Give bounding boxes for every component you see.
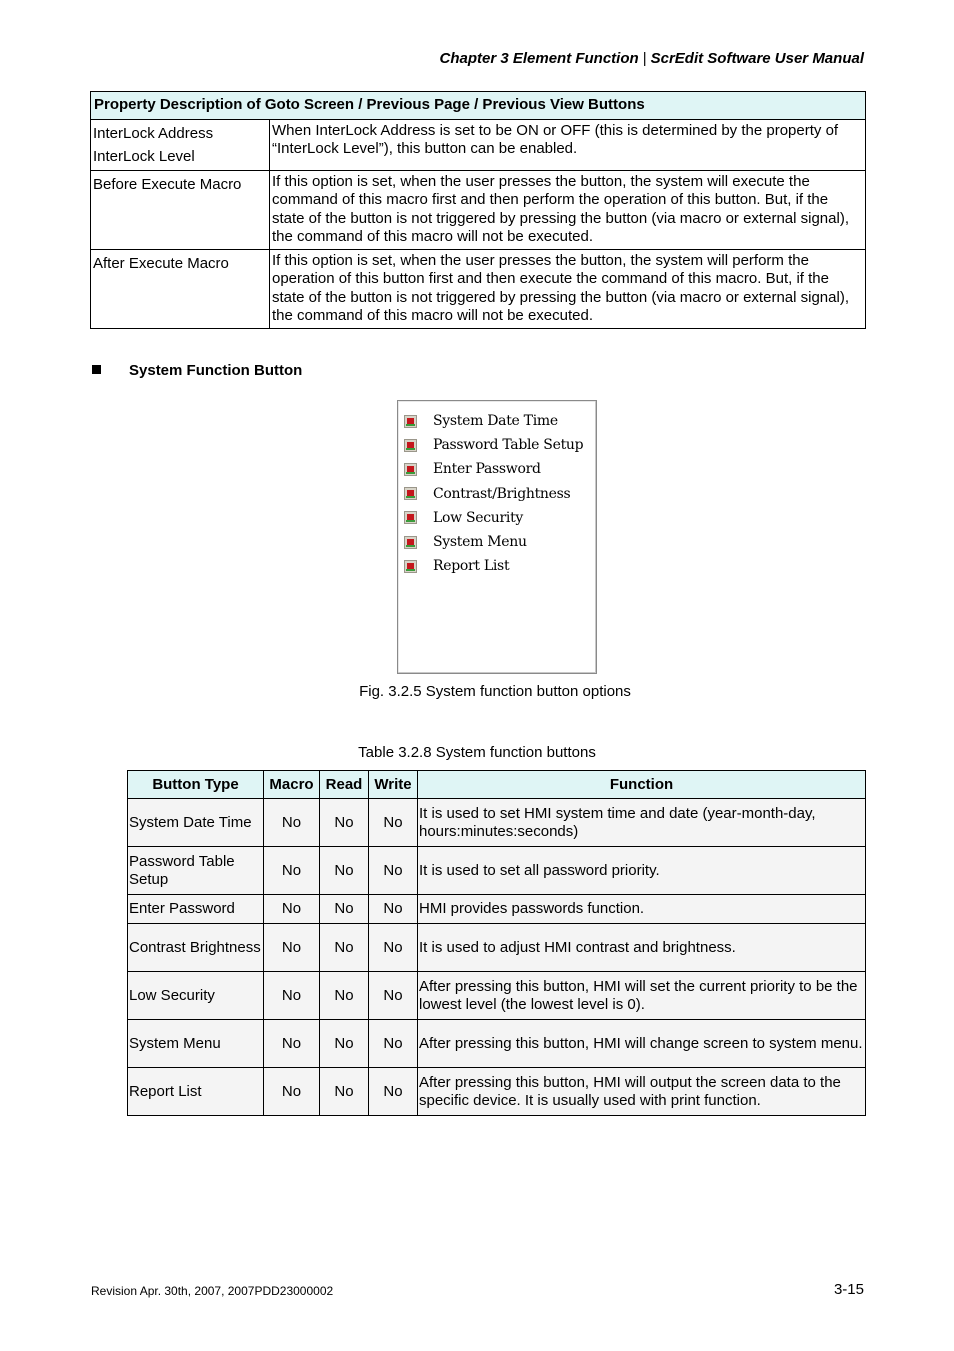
read-cell: No	[320, 895, 369, 924]
menu-item[interactable]	[404, 506, 596, 530]
macro-cell: No	[264, 972, 320, 1020]
button-type-cell: Contrast Brightness	[128, 924, 264, 972]
menu-item-label: Report List	[433, 558, 510, 575]
column-header: Read	[320, 771, 369, 799]
menu-item-label: System Date Time	[433, 413, 558, 430]
menu-item[interactable]	[404, 530, 596, 554]
system-function-menu	[397, 400, 597, 674]
section-heading	[92, 362, 302, 379]
table-row	[128, 799, 866, 847]
column-header: Function	[418, 771, 866, 799]
macro-cell: No	[264, 895, 320, 924]
read-cell: No	[320, 799, 369, 847]
read-cell: No	[320, 972, 369, 1020]
menu-item[interactable]	[404, 409, 596, 433]
table-row	[91, 170, 866, 249]
read-cell: No	[320, 1020, 369, 1068]
property-description: If this option is set, when the user presses the button, the system will perform the operation of this button first and then execute the command of this macro. But, if the state of the button is not triggered by pressing the button (via macro or external signal), the command of this macro will not be executed.	[270, 249, 866, 328]
menu-item-label: System Menu	[433, 534, 527, 551]
write-cell: No	[369, 924, 418, 972]
write-cell: No	[369, 847, 418, 895]
function-cell: It is used to adjust HMI contrast and brightness.	[418, 924, 866, 972]
menu-item-icon	[404, 560, 417, 573]
square-bullet-icon	[92, 365, 101, 374]
read-cell: No	[320, 924, 369, 972]
macro-cell: No	[264, 924, 320, 972]
property-name: InterLock Address	[93, 124, 214, 142]
table-row	[128, 924, 866, 972]
button-type-cell: Low Security	[128, 972, 264, 1020]
menu-item-label: Contrast/Brightness	[433, 485, 571, 502]
property-name-cell	[91, 170, 270, 249]
table-row	[128, 895, 866, 924]
column-header: Button Type	[128, 771, 264, 799]
read-cell: No	[320, 847, 369, 895]
macro-cell: No	[264, 1068, 320, 1116]
write-cell: No	[369, 972, 418, 1020]
page-number: 3-15	[833, 1281, 864, 1298]
menu-item[interactable]	[404, 482, 596, 506]
property-name-cell	[91, 119, 270, 170]
property-description: If this option is set, when the user presses the button, the system will execute the command of this macro first and then perform the operation of this button. But, if the state of the button is not triggered by pressing the button (via macro or external signal), the command of this macro will not be executed.	[270, 170, 866, 249]
menu-item-icon	[404, 536, 417, 549]
macro-cell: No	[264, 847, 320, 895]
column-header: Macro	[264, 771, 320, 799]
property-name: After Execute Macro	[93, 254, 229, 272]
menu-item-icon	[404, 487, 417, 500]
menu-item-icon	[404, 463, 417, 476]
button-type-cell: Password Table Setup	[128, 847, 264, 895]
chapter-title: Chapter 3 Element Function	[439, 50, 639, 67]
table-row	[91, 119, 866, 170]
write-cell: No	[369, 799, 418, 847]
write-cell: No	[369, 1068, 418, 1116]
menu-item-icon	[404, 511, 417, 524]
property-table-title: Property Description of Goto Screen / Previous Page / Previous View Buttons	[91, 92, 866, 120]
write-cell: No	[369, 1020, 418, 1068]
menu-item-icon	[404, 415, 417, 428]
table-row	[128, 847, 866, 895]
macro-cell: No	[264, 1020, 320, 1068]
revision-note: Revision Apr. 30th, 2007, 2007PDD23000002	[91, 1284, 334, 1298]
header-separator: |	[642, 50, 647, 67]
manual-title: ScrEdit Software User Manual	[650, 50, 864, 67]
button-type-cell: Report List	[128, 1068, 264, 1116]
function-cell: After pressing this button, HMI will output the screen data to the specific device. It is usually used with print function.	[418, 1068, 866, 1116]
function-cell: It is used to set HMI system time and date (year-month-day, hours:minutes:seconds)	[418, 799, 866, 847]
property-description: When InterLock Address is set to be ON or OFF (this is determined by the property of “InterLock Level”), this button can be enabled.	[270, 119, 866, 170]
table-row	[91, 249, 866, 328]
table-row	[128, 1068, 866, 1116]
menu-item-label: Enter Password	[433, 461, 541, 478]
page-header	[439, 50, 864, 67]
menu-item-icon	[404, 439, 417, 452]
button-type-cell: System Date Time	[128, 799, 264, 847]
figure-caption: Fig. 3.2.5 System function button options	[359, 683, 631, 700]
function-cell: It is used to set all password priority.	[418, 847, 866, 895]
system-function-table	[127, 770, 866, 1116]
function-cell: HMI provides passwords function.	[418, 895, 866, 924]
column-header: Write	[369, 771, 418, 799]
button-type-cell: System Menu	[128, 1020, 264, 1068]
menu-item-label: Password Table Setup	[433, 437, 584, 454]
table-caption: Table 3.2.8 System function buttons	[358, 744, 596, 761]
table-row	[128, 1020, 866, 1068]
table-row	[128, 972, 866, 1020]
menu-item[interactable]	[404, 554, 596, 578]
property-table	[90, 91, 866, 329]
function-cell: After pressing this button, HMI will change screen to system menu.	[418, 1020, 866, 1068]
property-name: InterLock Level	[93, 147, 195, 165]
read-cell: No	[320, 1068, 369, 1116]
menu-item[interactable]	[404, 457, 596, 481]
section-heading-text: System Function Button	[129, 362, 303, 379]
write-cell: No	[369, 895, 418, 924]
property-name-cell	[91, 249, 270, 328]
property-name: Before Execute Macro	[93, 175, 242, 193]
function-cell: After pressing this button, HMI will set the current priority to be the lowest level (the lowest level is 0).	[418, 972, 866, 1020]
menu-item-label: Low Security	[433, 509, 523, 526]
macro-cell: No	[264, 799, 320, 847]
menu-item[interactable]	[404, 433, 596, 457]
button-type-cell: Enter Password	[128, 895, 264, 924]
